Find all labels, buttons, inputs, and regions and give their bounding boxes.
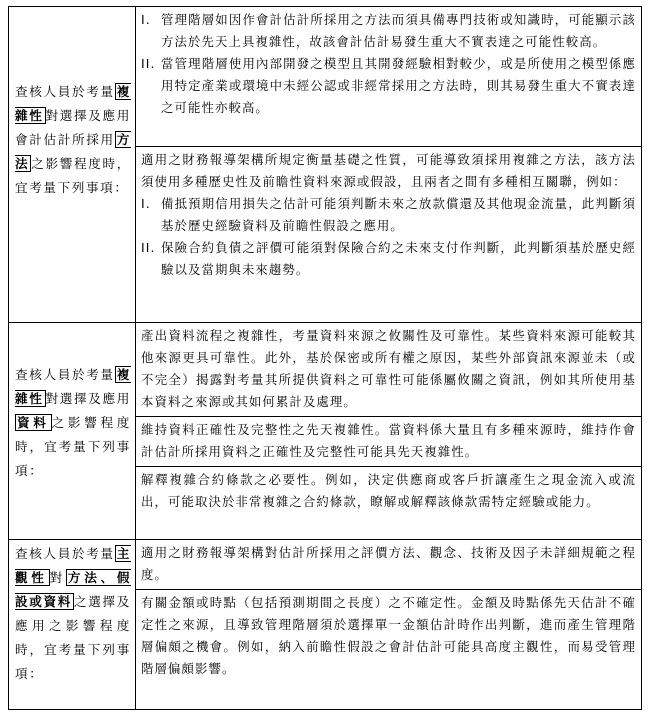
- left-text: 之影響程度時，宜考量下列事項：: [15, 156, 131, 195]
- table-row: [9, 7, 642, 323]
- boxed-keyword: 方法、假設或資料: [15, 570, 132, 609]
- left-text: 對選擇及應用: [45, 391, 131, 406]
- boxed-keyword: 資料: [17, 415, 50, 430]
- left-cell: [9, 7, 136, 323]
- left-text: 查核人員於考量: [15, 546, 115, 561]
- audit-considerations-table: [8, 6, 642, 710]
- sub-cell: [136, 146, 641, 284]
- item-number: I.: [141, 196, 151, 211]
- list-item: [141, 237, 636, 281]
- table-row: [9, 540, 642, 710]
- sub-cell: [136, 7, 641, 146]
- item-text: 備抵預期信用損失之估計可能須判斷未來之放款償還及其他現金流量，此判斷須基於歷史經驗資料及前瞻性假設之應用。: [161, 196, 636, 233]
- left-cell: [9, 323, 136, 540]
- sub-cell: 適用之財務報導架構對估計所採用之評價方法、觀念、技術及因子未詳細規範之程度。: [141, 545, 636, 582]
- boxed-keyword: 複雜性: [15, 84, 131, 123]
- sub-cell: 維持資料正確性及完整性之先天複雜性。當資料係大量且有多種來源時，維持作會計估計所採用資料之正確性及完整性可能具先天複雜性。: [136, 416, 641, 466]
- sub-cell: 解釋複雜合約條款之必要性。例如，決定供應商或客戶折讓產生之現金流入或流出，可能取決於非常複雜之合約條款，瞭解或解釋該條款需特定經驗或能力。: [136, 466, 641, 516]
- sub-cell: 產出資料流程之複雜性，考量資料來源之攸關性及可靠性。某些資料來源可能較其他來源更具可靠性。此外，基於保密或所有權之原因，某些外部資訊來源並未（或不完全）揭露對考量其所提供資料之可靠性可能係屬攸關之資訊，例如其所使用基本資料之來源或其如何累計及處理。: [141, 328, 636, 409]
- table-row: [9, 323, 642, 540]
- list-item: [141, 193, 636, 237]
- list-item: [141, 53, 636, 119]
- left-text: 對選擇及應用會計估計所採用: [15, 108, 131, 147]
- right-cell: [136, 540, 642, 710]
- paragraph-text: 適用之財務報導架構所規定衡量基礎之性質，可能導致須採用複雜之方法，該方法須使用多種歷史性及前瞻性資料來源或假設，且兩者之間有多種相互關聯，例如：: [141, 152, 636, 189]
- document-page: [8, 6, 642, 710]
- left-cell: [9, 540, 136, 710]
- sub-cell: 有關金額或時點（包括預測期間之長度）之不確定性。金額及時點係先天估計不確定性之來源，且導致管理階層須於選擇單一金額估計時作出判斷，進而產生管理階層偏頗之機會。例如，納入前瞻性假設之會計估計可能具高度主觀性，而易受管理階層偏頗影響。: [136, 589, 641, 683]
- right-cell: [136, 7, 642, 323]
- item-text: 保險合約負債之評價可能須對保險合約之未來支付作判斷，此判斷須基於歷史經驗以及當期與未來趨勢。: [161, 240, 636, 277]
- item-text: 管理階層如因作會計估計所採用之方法而須具備專門技術或知識時，可能顯示該方法於先天上具複雜性，故該會計估計易發生重大不實表達之可能性較高。: [161, 12, 636, 49]
- left-text: 之選擇及應用之影響程度時，宜考量下列事項：: [15, 594, 131, 681]
- left-text: 查核人員於考量: [15, 367, 115, 382]
- left-text: 對: [49, 570, 66, 585]
- list-item: [141, 9, 636, 53]
- left-text: 之影響程度時，宜考量下列事項：: [15, 415, 132, 478]
- boxed-keyword: 複雜性: [15, 367, 131, 406]
- left-text: 查核人員於考量: [15, 84, 115, 99]
- boxed-keyword: 方法: [15, 132, 131, 171]
- item-number: II.: [141, 240, 156, 255]
- right-cell: [136, 323, 642, 540]
- item-text: 當管理階層使用內部開發之模型且其開發經驗相對較少，或是所使用之模型係應用特定產業或環境中未經公認或非經常採用之方法時，則其易發生重大不實表達之可能性亦較高。: [161, 56, 636, 115]
- boxed-keyword: 主觀性: [15, 546, 131, 585]
- item-number: II.: [141, 56, 156, 71]
- item-number: I.: [141, 12, 151, 27]
